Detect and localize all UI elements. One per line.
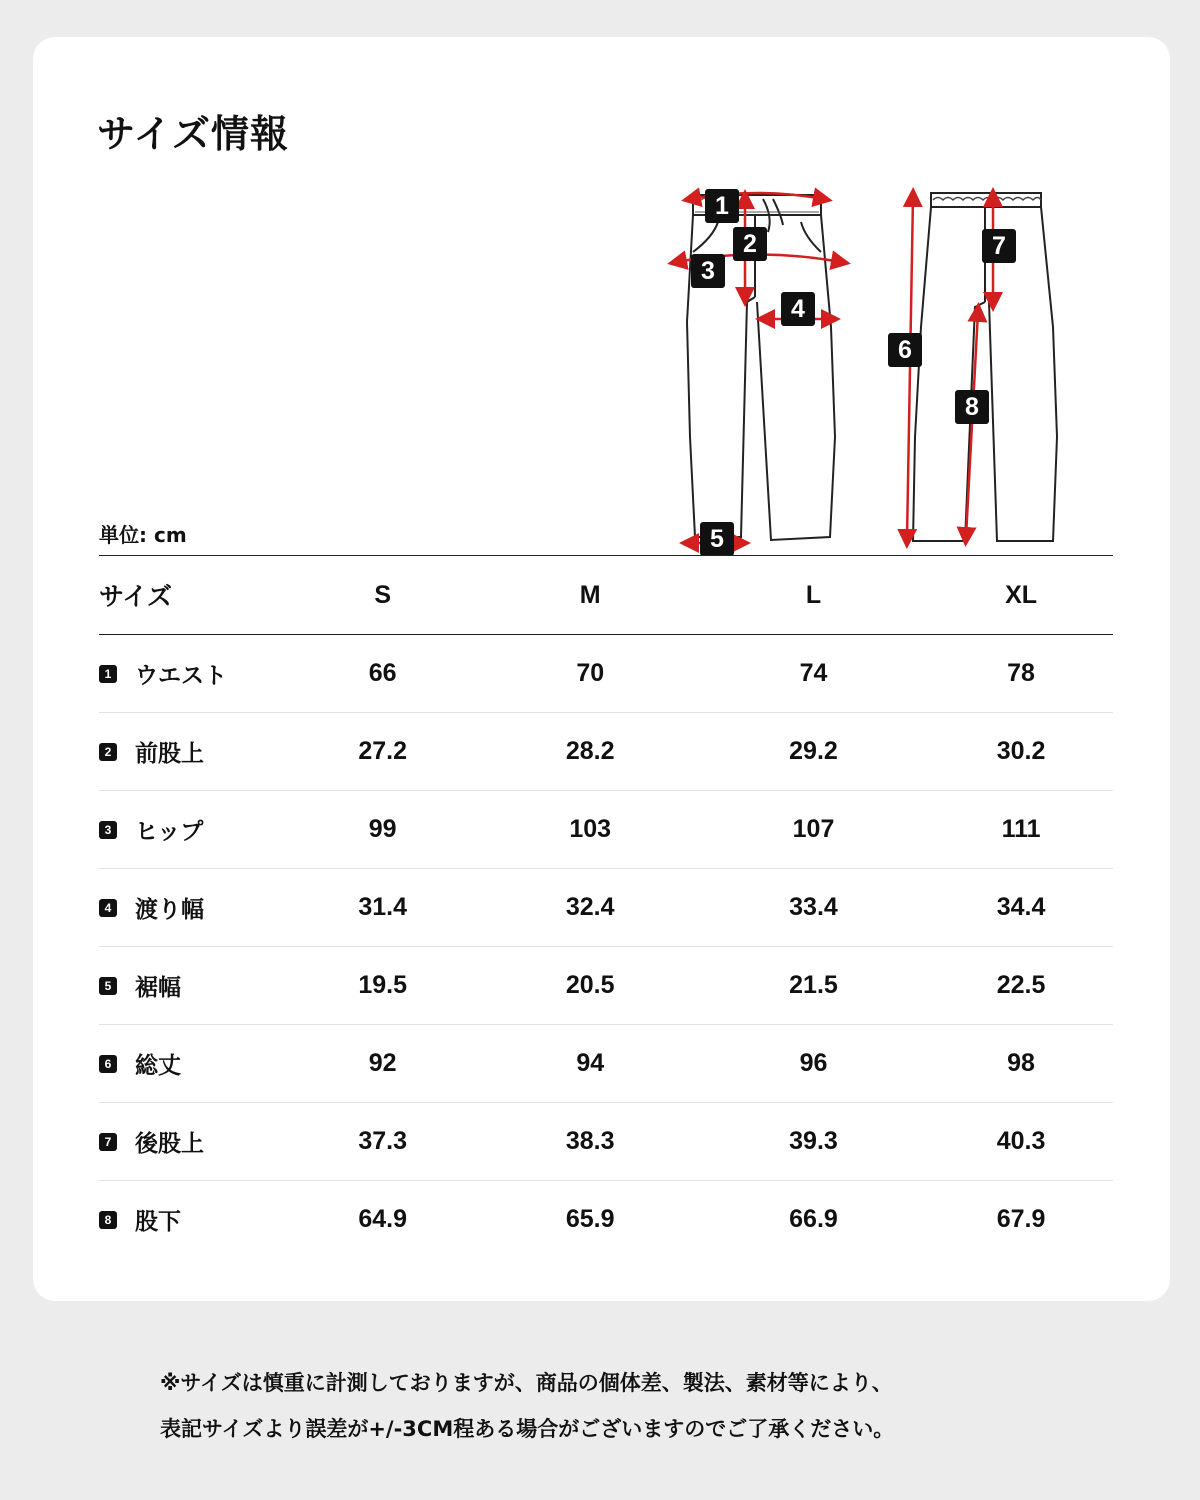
cell-l: 21.5 [789,971,838,999]
cell-xl: 34.4 [996,893,1046,921]
row-number-badge: 2 [99,743,117,761]
cell-xl: 111 [1001,815,1041,843]
cell-s: 92 [368,1049,397,1077]
cell-xl: 67.9 [996,1205,1046,1234]
cell-s: 37.3 [358,1127,408,1155]
cell-m: 28.2 [565,737,615,765]
disclaimer-note [160,1360,1060,1452]
unit-label: 単位: cm [99,523,187,547]
size-header-label: サイズ [99,582,173,611]
table-row [99,947,1113,1025]
cell-l: 66.9 [789,1205,838,1234]
cell-l: 74 [799,659,828,687]
pants-illustration [633,137,1073,557]
cell-l: 33.4 [789,893,838,921]
marker-7-badge: 7 [982,229,1016,263]
marker-1-badge: 1 [705,189,739,223]
cell-m: 65.9 [565,1205,615,1234]
cell-s: 31.4 [358,893,408,921]
size-table [99,555,1113,1259]
table-row [99,1103,1113,1181]
note-line-1: ※サイズは慎重に計測しておりますが、商品の個体差、製法、素材等により、 [160,1371,893,1395]
table-row [99,869,1113,947]
row-number-badge: 1 [99,665,117,683]
size-header-l: L [805,580,822,609]
row-number-badge: 5 [99,977,117,995]
cell-m: 103 [569,815,612,843]
size-header-s: S [374,580,392,609]
row-number-badge: 3 [99,821,117,839]
marker-8-badge: 8 [955,390,989,424]
cell-s: 66 [368,659,397,687]
note-line-2: 表記サイズより誤差が+/-3CM程ある場合がございますのでご了承ください。 [160,1417,895,1441]
row-number-badge: 6 [99,1055,117,1073]
marker-4-badge: 4 [781,292,815,326]
size-header-m: M [579,580,601,609]
row-number-badge: 7 [99,1133,117,1151]
cell-xl: 78 [1007,659,1035,687]
table-row [99,791,1113,869]
cell-xl: 40.3 [996,1127,1046,1155]
cell-l: 39.3 [789,1127,838,1155]
table-row [99,713,1113,791]
cell-xl: 30.2 [996,737,1046,765]
row-label: 前股上 [135,741,204,767]
size-header-row [99,556,1113,635]
table-row [99,1025,1113,1103]
marker-3-badge: 3 [691,254,725,288]
cell-l: 107 [792,815,835,843]
row-number-badge: 4 [99,899,117,917]
cell-xl: 22.5 [996,971,1046,999]
cell-l: 29.2 [789,737,838,765]
marker-5-badge: 5 [700,522,734,556]
row-label: ヒップ [135,819,204,845]
cell-s: 99 [368,815,397,843]
row-label: 裾幅 [135,975,181,1001]
size-info-card [33,37,1170,1301]
pants-measurement-diagram [633,137,1073,557]
row-label: ウエスト [135,663,227,689]
cell-s: 64.9 [358,1205,408,1234]
cell-s: 19.5 [358,971,408,999]
row-label: 渡り幅 [135,897,204,923]
size-header-xl: XL [1005,580,1038,609]
row-number-badge: 8 [99,1211,117,1229]
cell-l: 96 [799,1049,828,1077]
cell-m: 32.4 [565,893,615,921]
page-title: サイズ情報 [97,112,289,156]
row-label: 股下 [135,1209,181,1236]
cell-m: 94 [576,1049,605,1077]
row-label: 後股上 [135,1131,204,1157]
marker-6-badge: 6 [888,333,922,367]
row-label: 総丈 [135,1053,181,1079]
cell-xl: 98 [1007,1049,1035,1077]
table-row [99,1181,1113,1259]
table-row [99,635,1113,713]
cell-s: 27.2 [358,737,408,765]
cell-m: 38.3 [565,1127,615,1155]
cell-m: 70 [576,659,605,687]
cell-m: 20.5 [565,971,615,999]
marker-2-badge: 2 [733,227,767,261]
